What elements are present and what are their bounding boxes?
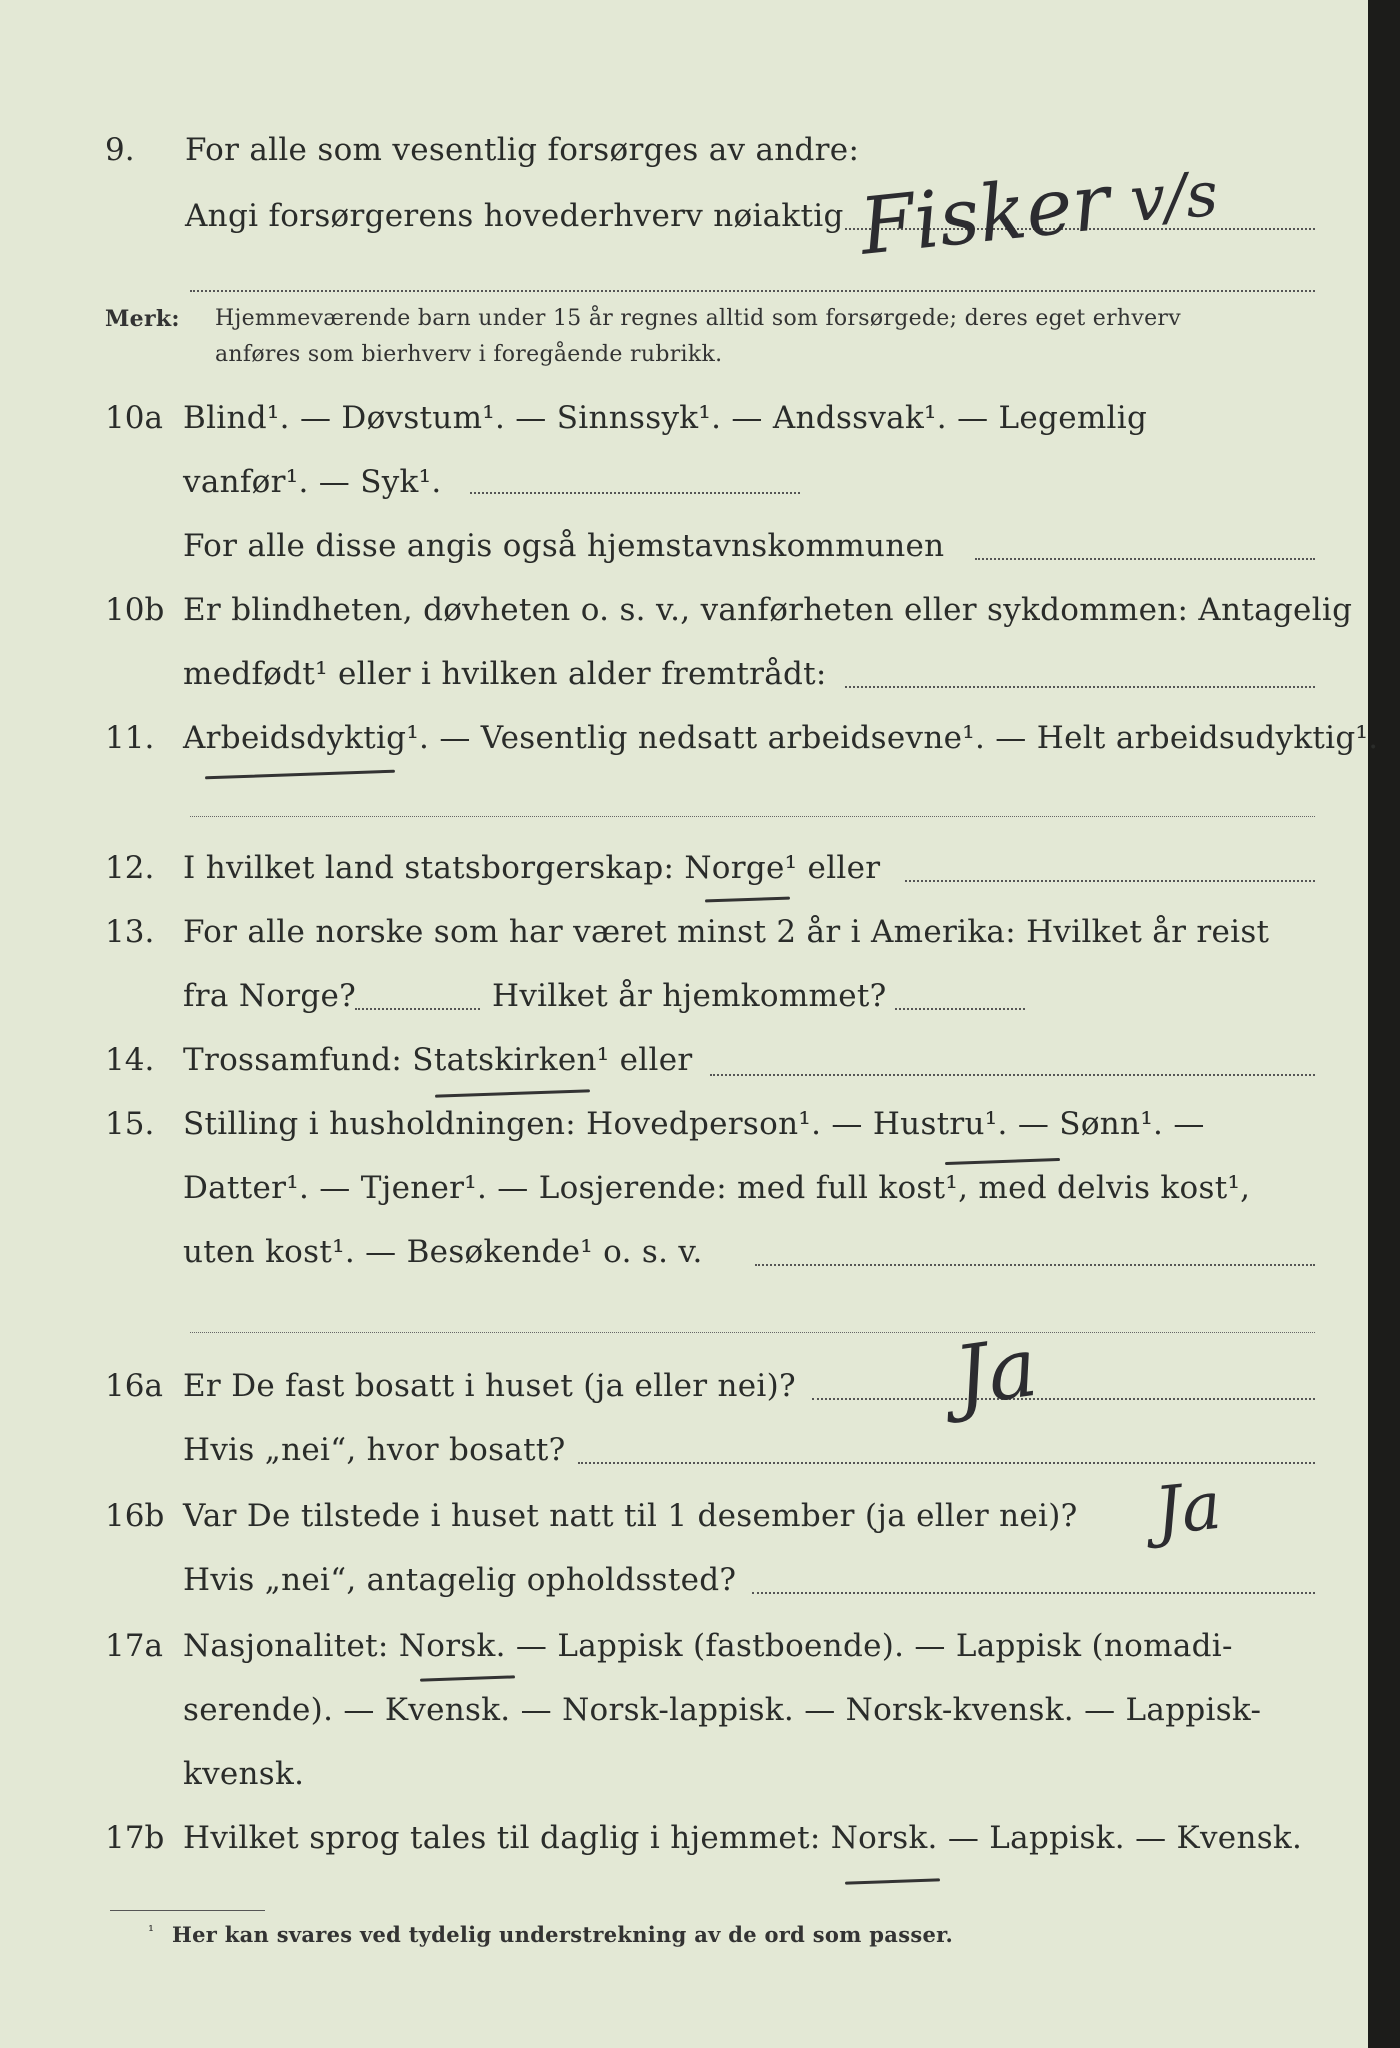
q16b-number: 16b: [105, 1498, 165, 1534]
q10a-answer-line2: [975, 558, 1315, 560]
q14-answer-underline: [435, 1089, 590, 1097]
q9-handwritten-answer-suffix: v/s: [1127, 157, 1221, 236]
q10b-answer-line: [845, 686, 1315, 688]
q10a-line3: For alle disse angis også hjemstavnskommunen: [183, 528, 945, 564]
q16a-line1: Er De fast bosatt i huset (ja eller nei)?: [183, 1368, 796, 1404]
q17b-answer-underline: [845, 1878, 940, 1884]
q13-line1: For alle norske som har været minst 2 år i Amerika: Hvilket år reist: [183, 914, 1270, 950]
q15-line1: Stilling i husholdningen: Hovedperson¹. — Hustru¹. — Sønn¹. —: [183, 1106, 1205, 1142]
q12-number: 12.: [105, 850, 155, 886]
q17a-number: 17a: [105, 1628, 163, 1664]
q17a-line3: kvensk.: [183, 1756, 305, 1792]
footnote-text: Her kan svares ved tydelig understrekning av de ord som passer.: [172, 1922, 954, 1947]
q10a-answer-line1: [470, 492, 800, 494]
q15-line3: uten kost¹. — Besøkende¹ o. s. v.: [183, 1234, 703, 1270]
q11-answer-underline: [205, 770, 395, 780]
q9-text-line2: Angi forsørgerens hovederhverv nøiaktig: [185, 198, 844, 234]
q10a-number: 10a: [105, 400, 163, 436]
q11-line1: Arbeidsdyktig¹. — Vesentlig nedsatt arbeidsevne¹. — Helt arbeidsudyktig¹.: [183, 720, 1379, 756]
q17a-line2: serende). — Kvensk. — Norsk-lappisk. — Norsk-kvensk. — Lappisk-: [183, 1692, 1262, 1728]
q15-line2: Datter¹. — Tjener¹. — Losjerende: med full kost¹, med delvis kost¹,: [183, 1170, 1251, 1206]
q15-number: 15.: [105, 1106, 155, 1142]
q16b-answer-line: [752, 1592, 1315, 1594]
q17a-line1: Nasjonalitet: Norsk. — Lappisk (fastboende). — Lappisk (nomadi-: [183, 1628, 1233, 1664]
q16a-answer-line1: [812, 1398, 1315, 1400]
q17b-number: 17b: [105, 1820, 165, 1856]
q14-number: 14.: [105, 1042, 155, 1078]
q12-answer-underline: [705, 897, 790, 903]
q10a-line2: vanfør¹. — Syk¹.: [183, 464, 442, 500]
q14-answer-line: [710, 1074, 1315, 1076]
q13-line2b: Hvilket år hjemkommet?: [492, 978, 887, 1014]
q14-line1: Trossamfund: Statskirken¹ eller: [183, 1042, 693, 1078]
footnote-rule: [110, 1910, 265, 1911]
q17b-line1: Hvilket sprog tales til daglig i hjemmet: Norsk. — Lappisk. — Kvensk.: [183, 1820, 1303, 1856]
q16b-line2: Hvis „nei“, antagelig opholdssted?: [183, 1562, 737, 1598]
note-label: Merk:: [105, 306, 180, 332]
q15-answer-line1: [755, 1264, 1315, 1266]
q15-answer-underline: [945, 1158, 1060, 1165]
q10a-line1: Blind¹. — Døvstum¹. — Sinnssyk¹. — Andssvak¹. — Legemlig: [183, 400, 1148, 436]
q10b-line1: Er blindheten, døvheten o. s. v., vanførheten eller sykdommen: Antagelig: [183, 592, 1353, 628]
q11-number: 11.: [105, 720, 155, 756]
q16a-handwritten-answer: Ja: [948, 1319, 1043, 1426]
footnote-mark: ¹: [148, 1922, 155, 1940]
q9-number: 9.: [105, 132, 135, 168]
q10b-number: 10b: [105, 592, 165, 628]
q9-answer-line2: [190, 290, 1315, 292]
q13-answer-line1: [355, 1008, 480, 1010]
q9-handwritten-answer: Fisker: [855, 157, 1114, 273]
q11-answer-line: [190, 816, 1315, 817]
q16b-handwritten-answer: Ja: [1151, 1466, 1225, 1551]
q16a-number: 16a: [105, 1368, 163, 1404]
q12-line1: I hvilket land statsborgerskap: Norge¹ eller: [183, 850, 881, 886]
note-line1: Hjemmeværende barn under 15 år regnes alltid som forsørgede; deres eget erhverv: [215, 306, 1181, 331]
q10b-line2: medfødt¹ eller i hvilken alder fremtrådt:: [183, 656, 827, 692]
q15-answer-line2: [190, 1332, 1315, 1333]
q13-answer-line2: [895, 1008, 1025, 1010]
q16a-answer-line2: [578, 1462, 1315, 1464]
q16a-line2: Hvis „nei“, hvor bosatt?: [183, 1432, 566, 1468]
q16b-line1: Var De tilstede i huset natt til 1 desember (ja eller nei)?: [183, 1498, 1078, 1534]
q17a-answer-underline: [420, 1675, 515, 1681]
note-line2: anføres som bierhverv i foregående rubrikk.: [215, 342, 723, 367]
q13-line2a: fra Norge?: [183, 978, 357, 1014]
q13-number: 13.: [105, 914, 155, 950]
q12-answer-line: [905, 880, 1315, 882]
q9-text-line1: For alle som vesentlig forsørges av andre:: [185, 132, 860, 168]
